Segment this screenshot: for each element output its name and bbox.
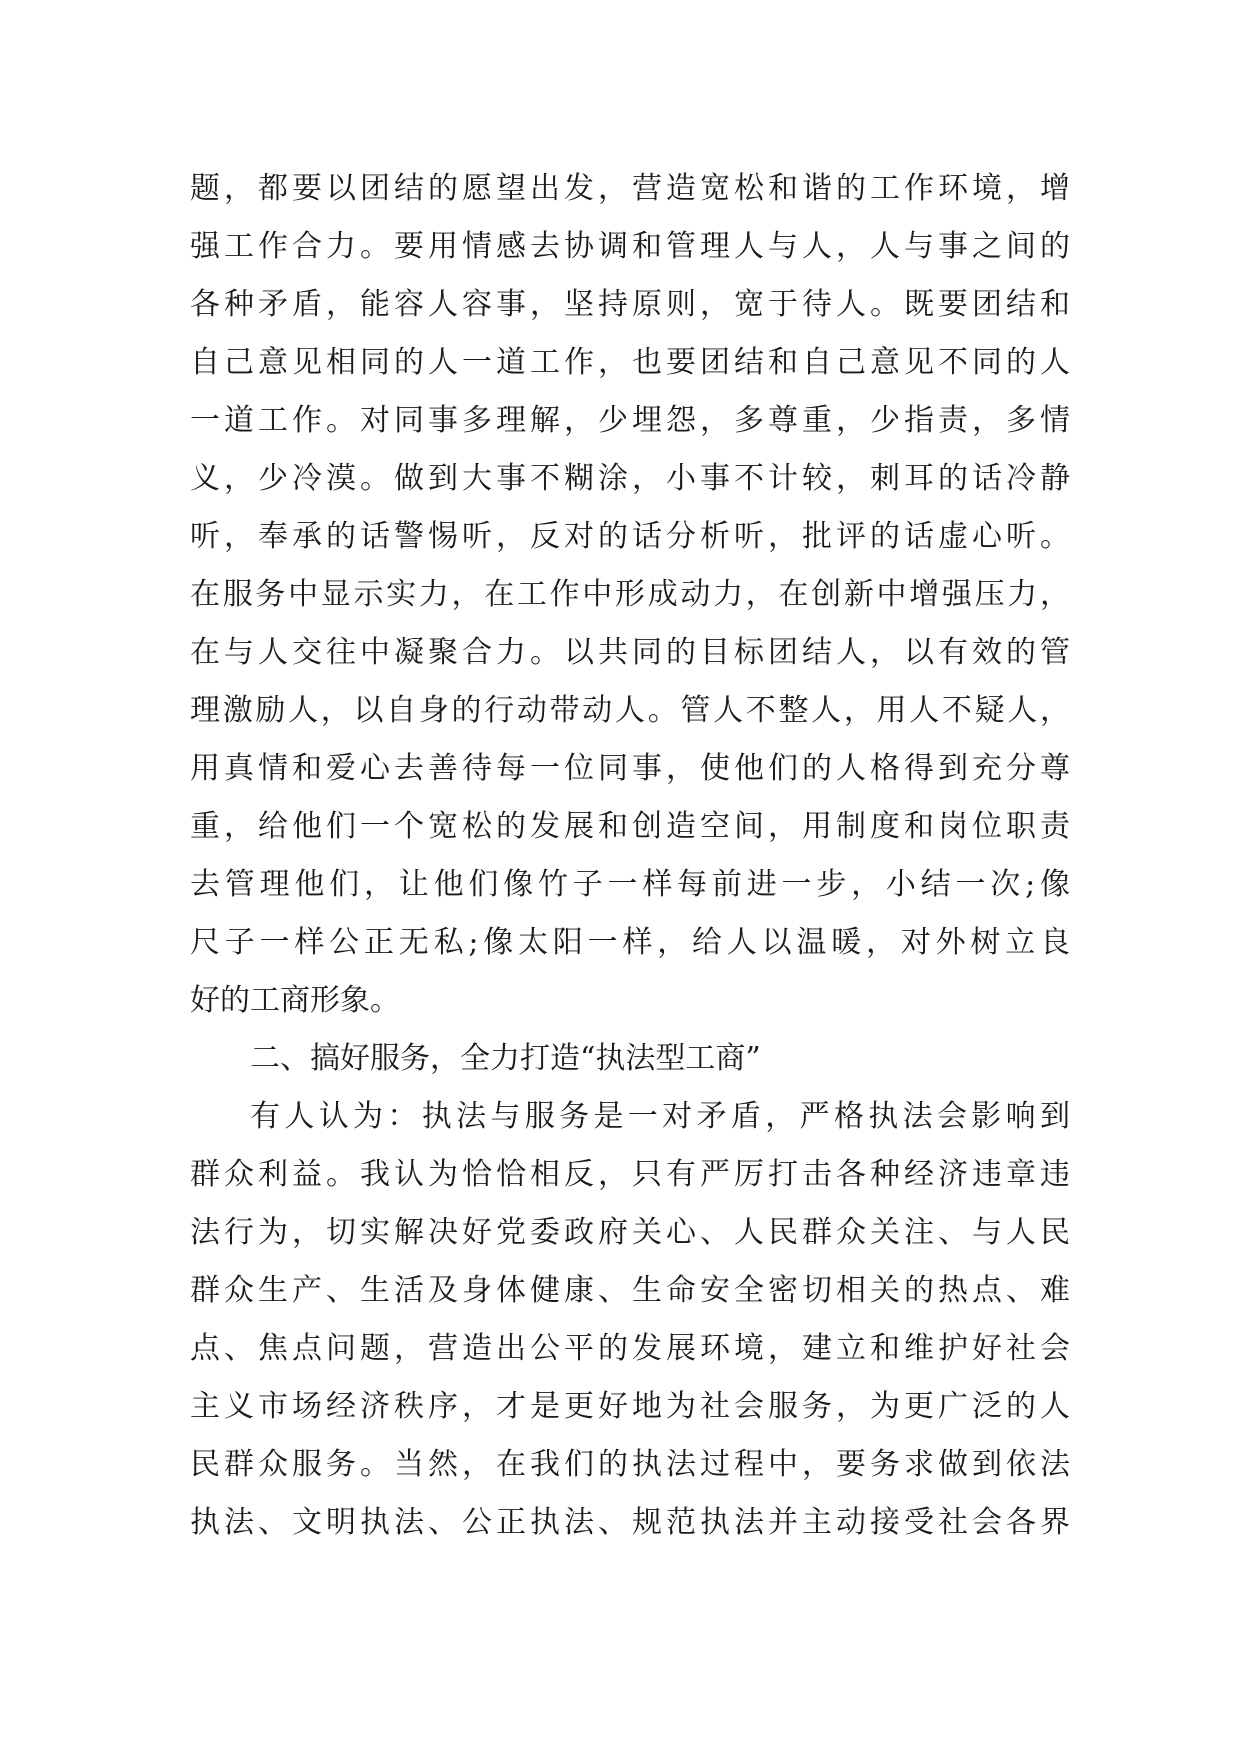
paragraph-1-line: 用真情和爱心去善待每一位同事，使他们的人格得到充分尊: [190, 751, 1070, 786]
paragraph-1-line: 听，奉承的话警惕听，反对的话分析听，批评的话虚心听。: [190, 519, 1070, 554]
paragraph-1-line: 自己意见相同的人一道工作，也要团结和自己意见不同的人: [190, 345, 1070, 380]
paragraph-2-line: 有人认为：执法与服务是一对矛盾，严格执法会影响到: [250, 1099, 1070, 1134]
paragraph-1-line: 在与人交往中凝聚合力。以共同的目标团结人，以有效的管: [190, 635, 1070, 670]
paragraph-1-line: 在服务中显示实力，在工作中形成动力，在创新中增强压力，: [190, 577, 1070, 612]
paragraph-2-line: 法行为，切实解决好党委政府关心、人民群众关注、与人民: [190, 1215, 1070, 1250]
paragraph-2-line: 群众生产、生活及身体健康、生命安全密切相关的热点、难: [190, 1273, 1070, 1308]
paragraph-1-line: 一道工作。对同事多理解，少埋怨，多尊重，少指责，多情: [190, 403, 1070, 438]
paragraph-1-line: 去管理他们，让他们像竹子一样每前进一步，小结一次;像: [190, 867, 1070, 902]
paragraph-2-line: 执法、文明执法、公正执法、规范执法并主动接受社会各界: [190, 1505, 1070, 1540]
paragraph-1-line: 义，少冷漠。做到大事不糊涂，小事不计较，刺耳的话冷静: [190, 461, 1070, 496]
paragraph-1-line: 好的工商形象。: [190, 983, 400, 1018]
paragraph-1-line: 理激励人，以自身的行动带动人。管人不整人，用人不疑人，: [190, 693, 1070, 728]
paragraph-1-line: 重，给他们一个宽松的发展和创造空间，用制度和岗位职责: [190, 809, 1070, 844]
paragraph-1-line: 题，都要以团结的愿望出发，营造宽松和谐的工作环境，增: [190, 171, 1070, 206]
paragraph-1-line: 尺子一样公正无私;像太阳一样，给人以温暖，对外树立良: [190, 925, 1070, 960]
body-text: [190, 160, 1070, 1552]
paragraph-1-line: 强工作合力。要用情感去协调和管理人与人，人与事之间的: [190, 229, 1070, 264]
paragraph-2-line: 民群众服务。当然，在我们的执法过程中，要务求做到依法: [190, 1447, 1070, 1482]
section-heading: 二、搞好服务，全力打造“执法型工商”: [250, 1041, 761, 1076]
paragraph-2-line: 主义市场经济秩序，才是更好地为社会服务，为更广泛的人: [190, 1389, 1070, 1424]
paragraph-2-line: 群众利益。我认为恰恰相反，只有严厉打击各种经济违章违: [190, 1157, 1070, 1192]
paragraph-1-line: 各种矛盾，能容人容事，坚持原则，宽于待人。既要团结和: [190, 287, 1070, 322]
paragraph-2-line: 点、焦点问题，营造出公平的发展环境，建立和维护好社会: [190, 1331, 1070, 1366]
